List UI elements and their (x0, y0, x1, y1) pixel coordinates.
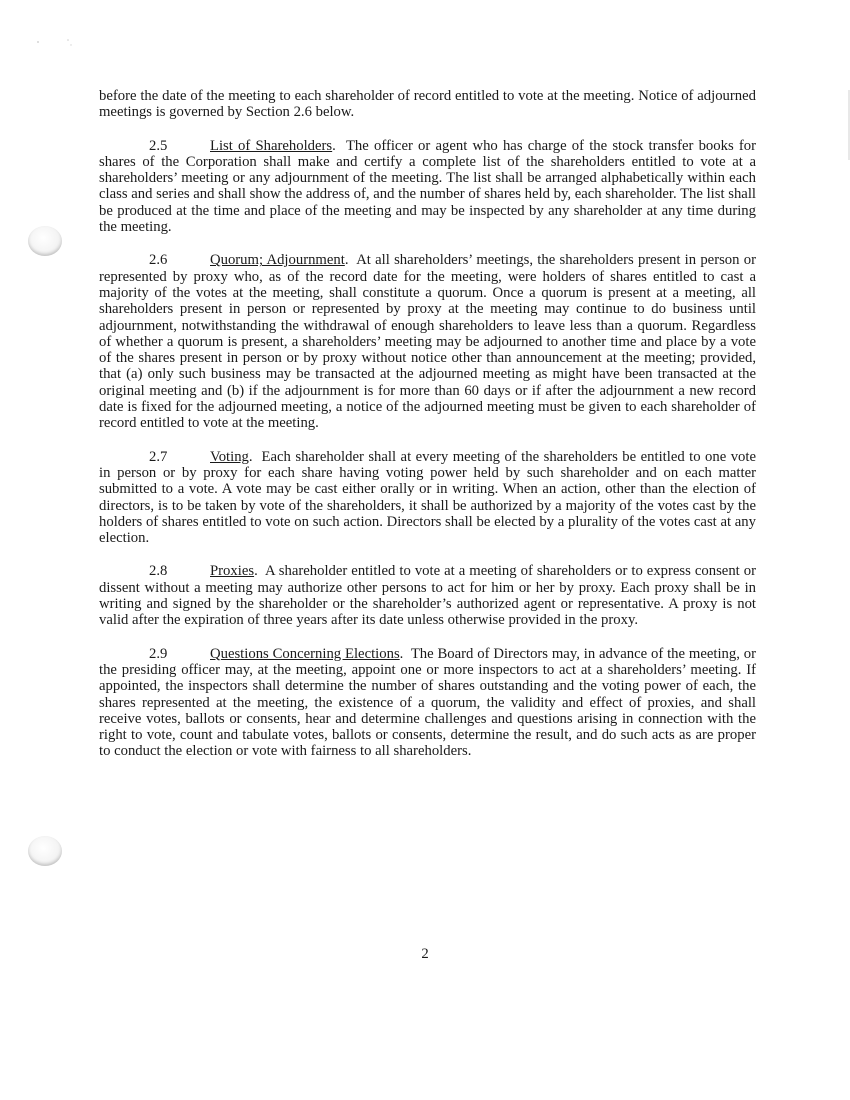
section-number: 2.5 (149, 137, 168, 154)
heading-period: . (254, 563, 265, 580)
section-2-6 (99, 252, 756, 431)
punch-hole-bottom (28, 836, 62, 866)
section-2-5 (99, 138, 756, 236)
heading-period: . (332, 137, 346, 154)
section-text: A shareholder entitled to vote at a meeting of shareholders or to express consent or dissent without a meeting may authorize other persons to act for him or her by proxy. Each proxy shall be in writing and signed by the shareholder or the shareholder’s authorized agent or representative. A proxy is not valid after the expiration of three years after its date unless otherwise provided in the proxy. (99, 563, 756, 629)
section-2-7 (99, 449, 756, 547)
punch-hole-top (28, 226, 62, 256)
section-2-8 (99, 563, 756, 628)
section-text: At all shareholders’ meetings, the shareholders present in person or represented by proxy who, as of the record date for the meeting, were holders of shares entitled to cast a majority of the votes at the meeting, shall constitute a quorum. Once a quorum is present at a meeting, all shareholders present in person or represented by proxy at the meeting may continue to do business until adjournment, notwithstanding the withdrawal of enough shareholders to leave less than a quorum. Regardless of whether a quorum is present, a shareholders’ meeting may be adjourned to another time and place by a vote of the shares present in person or by proxy without notice other than announcement at the meeting; provided, that (a) only such business may be transacted at the adjourned meeting as might have been transacted at the original meeting and (b) if the adjournment is for more than 60 days or if after the adjournment a new record date is fixed for the adjourned meeting, a notice of the adjourned meeting must be given to each shareholder of record entitled to vote at the meeting. (99, 252, 756, 432)
section-heading: Voting (210, 448, 249, 465)
heading-period: . (248, 448, 262, 465)
section-heading: Quorum; Adjournment (210, 252, 345, 269)
section-number: 2.9 (149, 645, 168, 662)
section-number: 2.8 (149, 563, 168, 580)
section-text: The officer or agent who has charge of the stock transfer books for shares of the Corporation shall make and certify a complete list of the shareholders entitled to vote at a shareholders’ meeting or any adjournment of the meeting. The list shall be arranged alphabetically within each class and series and shall show the address of, and the number of shares held by, each shareholder. The list shall be produced at the time and place of the meeting and may be inspected by any shareholder at any time during the meeting. (99, 137, 756, 236)
page-number: 2 (421, 946, 429, 962)
section-text: Each shareholder shall at every meeting of the shareholders be entitled to one vote in person or by proxy for each share having voting power held by such shareholder and on each matter submitted to a vote. A vote may be cast either orally or in writing. When an action, other than the election of directors, is to be taken by vote of the shareholders, it shall be authorized by a majority of the votes cast by the holders of shares entitled to vote on such action. Directors shall be elected by a plurality of the votes cast at any election. (99, 448, 757, 547)
heading-period: . (399, 645, 411, 662)
heading-period: . (344, 252, 357, 269)
section-heading: Questions Concerning Elections (210, 645, 400, 662)
section-number: 2.6 (149, 252, 168, 269)
scan-speck-marks (30, 36, 80, 76)
continuation-paragraph: before the date of the meeting to each shareholder of record entitled to vote at the meeting. Notice of adjourned meetings is governed by Section 2.6 below. (99, 88, 756, 121)
section-2-9 (99, 646, 756, 760)
section-heading: List of Shareholders (210, 137, 333, 154)
section-text: The Board of Directors may, in advance of the meeting, or the presiding officer may, at the meeting, appoint one or more inspectors to act at a shareholders’ meeting. If appointed, the inspectors shall determine the number of shares outstanding and the voting power of each, the shares represented at the meeting, the existence of a quorum, the validity and effect of proxies, and shall receive votes, ballots or consents, hear and determine challenges and questions arising in connection with the right to vote, count and tabulate votes, ballots or consents, determine the result, and do such acts as are proper to conduct the election or vote with fairness to all shareholders. (99, 645, 756, 760)
section-heading: Proxies (210, 563, 255, 580)
section-number: 2.7 (149, 448, 168, 465)
document-body (99, 88, 756, 777)
